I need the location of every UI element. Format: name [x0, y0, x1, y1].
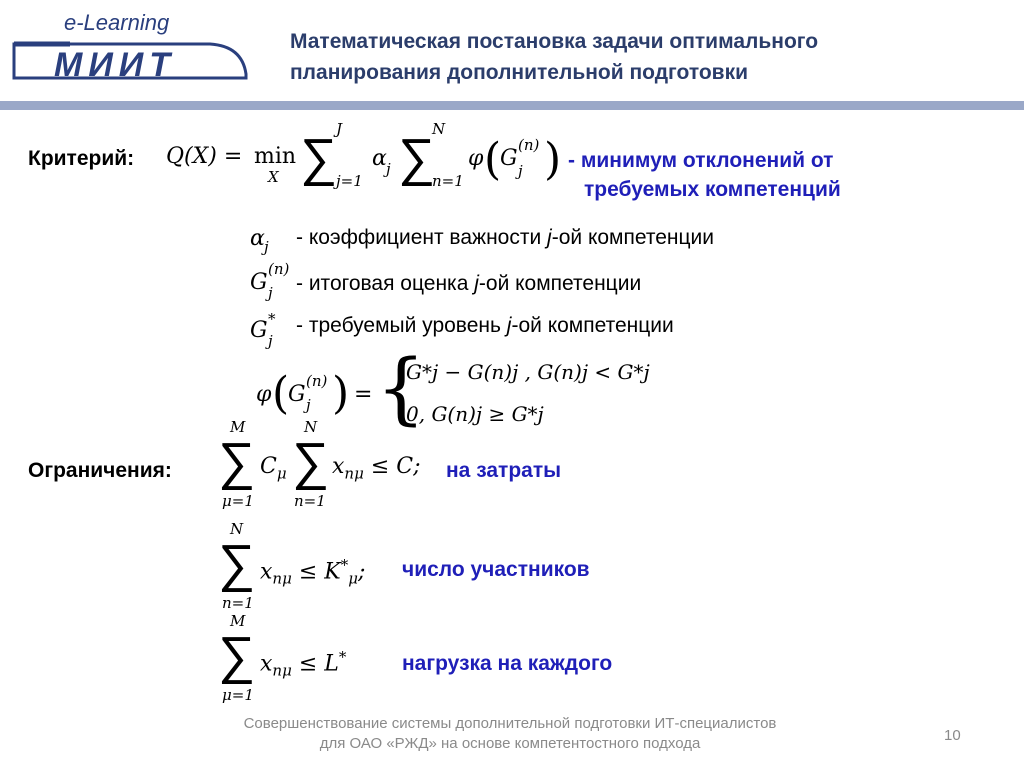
page-title-line2: планирования дополнительной подготовки: [290, 61, 749, 84]
min-subscript: X: [268, 168, 279, 186]
criterion-note-line1: - минимум отклонений от: [568, 149, 834, 172]
phi-arg-sup: (n): [306, 372, 328, 390]
def-symbol: α: [250, 226, 265, 251]
def-text: - коэффициент важности j-ой компетенции: [296, 226, 714, 249]
sum-icon: ∑: [218, 627, 256, 685]
alpha-term: α: [372, 146, 387, 171]
sum-icon: ∑: [292, 433, 330, 491]
sum-lower: n=1: [294, 492, 326, 510]
sum-j-lower: j=1: [336, 172, 363, 190]
logo: [10, 8, 250, 84]
constraint-formula-1: [214, 420, 434, 512]
criterion-lhs: Q(X) =: [166, 144, 243, 169]
x-term: $x_{n\mu} \le C$;: [332, 454, 421, 483]
def-sup: *: [268, 310, 276, 328]
logo-tagline: e-Learning: [64, 10, 170, 35]
definition-row: [250, 262, 850, 302]
brace-icon: {: [376, 344, 426, 434]
sum-lower: μ=1: [222, 492, 254, 510]
header-divider: [0, 101, 1024, 110]
sum-n-lower: n=1: [432, 172, 464, 190]
sum-lower: μ=1: [222, 686, 254, 704]
g-symbol: G: [500, 146, 518, 171]
constraint-formula-2: [214, 522, 414, 614]
constraint-note-1: на затраты: [446, 459, 562, 482]
criterion-formula: [166, 120, 566, 200]
footer: [160, 714, 860, 754]
criterion-label: Критерий:: [28, 147, 135, 170]
page-number: 10: [944, 727, 961, 744]
paren-left-icon: (: [272, 368, 290, 419]
constraints-label: Ограничения:: [28, 459, 172, 482]
paren-right-icon: ): [332, 368, 350, 419]
sum-lower: n=1: [222, 594, 254, 612]
g-sub: j: [518, 162, 523, 180]
definition-row: [250, 224, 850, 256]
def-sup: (n): [268, 260, 290, 278]
constraint-note-3: нагрузка на каждого: [402, 652, 613, 675]
criterion-note: [568, 146, 841, 204]
page-title-line1: Математическая постановка задачи оптимального: [290, 30, 819, 53]
sum-icon: ∑: [218, 433, 256, 491]
phi-lhs: φ: [256, 382, 272, 407]
criterion-note-line2: требуемых компетенций: [584, 178, 841, 201]
footer-line1: Совершенствование системы дополнительной подготовки ИТ-специалистов: [243, 715, 777, 732]
constraint-formula-3: [214, 614, 394, 706]
phi-case1: G*j − G(n)j , G(n)j < G*j: [406, 360, 650, 384]
sum-upper: M: [230, 612, 246, 630]
phi-arg: G: [288, 382, 306, 407]
min-operator: min: [254, 144, 297, 169]
cost-term: $C_\mu$: [260, 454, 287, 483]
def-text: - итоговая оценка j-ой компетенции: [296, 272, 642, 295]
paren-right-icon: ): [544, 134, 562, 185]
sum-n-icon: ∑: [398, 129, 436, 187]
x-term: $x_{n\mu} \le K^*_\mu$;: [260, 556, 366, 588]
constraint-note-2: число участников: [402, 558, 590, 581]
alpha-term-sub: j: [386, 160, 391, 178]
def-text: - требуемый уровень j-ой компетенции: [296, 314, 674, 337]
sum-n-upper: N: [432, 120, 446, 138]
sum-j-icon: ∑: [300, 129, 338, 187]
equals-sign: =: [354, 382, 373, 407]
definition-row: [250, 310, 850, 350]
sum-upper: N: [230, 520, 244, 538]
logo-wordmark: МИИТ: [54, 46, 176, 84]
def-sub: j: [268, 332, 273, 350]
paren-left-icon: (: [484, 134, 502, 185]
def-symbol: G: [250, 318, 268, 343]
def-sub: j: [264, 238, 269, 256]
def-sub: j: [268, 284, 273, 302]
page-title: [290, 26, 1010, 88]
phi-case2: 0, G(n)j ≥ G*j: [406, 402, 544, 426]
g-sup: (n): [518, 136, 540, 154]
sum-icon: ∑: [218, 535, 256, 593]
footer-line2: для ОАО «РЖД» на основе компетентостного подхода: [319, 735, 701, 752]
x-term: $x_{n\mu} \le L^*$: [260, 648, 347, 680]
phi-symbol: φ: [468, 146, 484, 171]
sum-upper: M: [230, 418, 246, 436]
sum-j-upper: J: [336, 120, 343, 138]
phi-arg-sub: j: [306, 396, 311, 414]
sum-upper: N: [304, 418, 318, 436]
def-symbol: G: [250, 270, 268, 295]
